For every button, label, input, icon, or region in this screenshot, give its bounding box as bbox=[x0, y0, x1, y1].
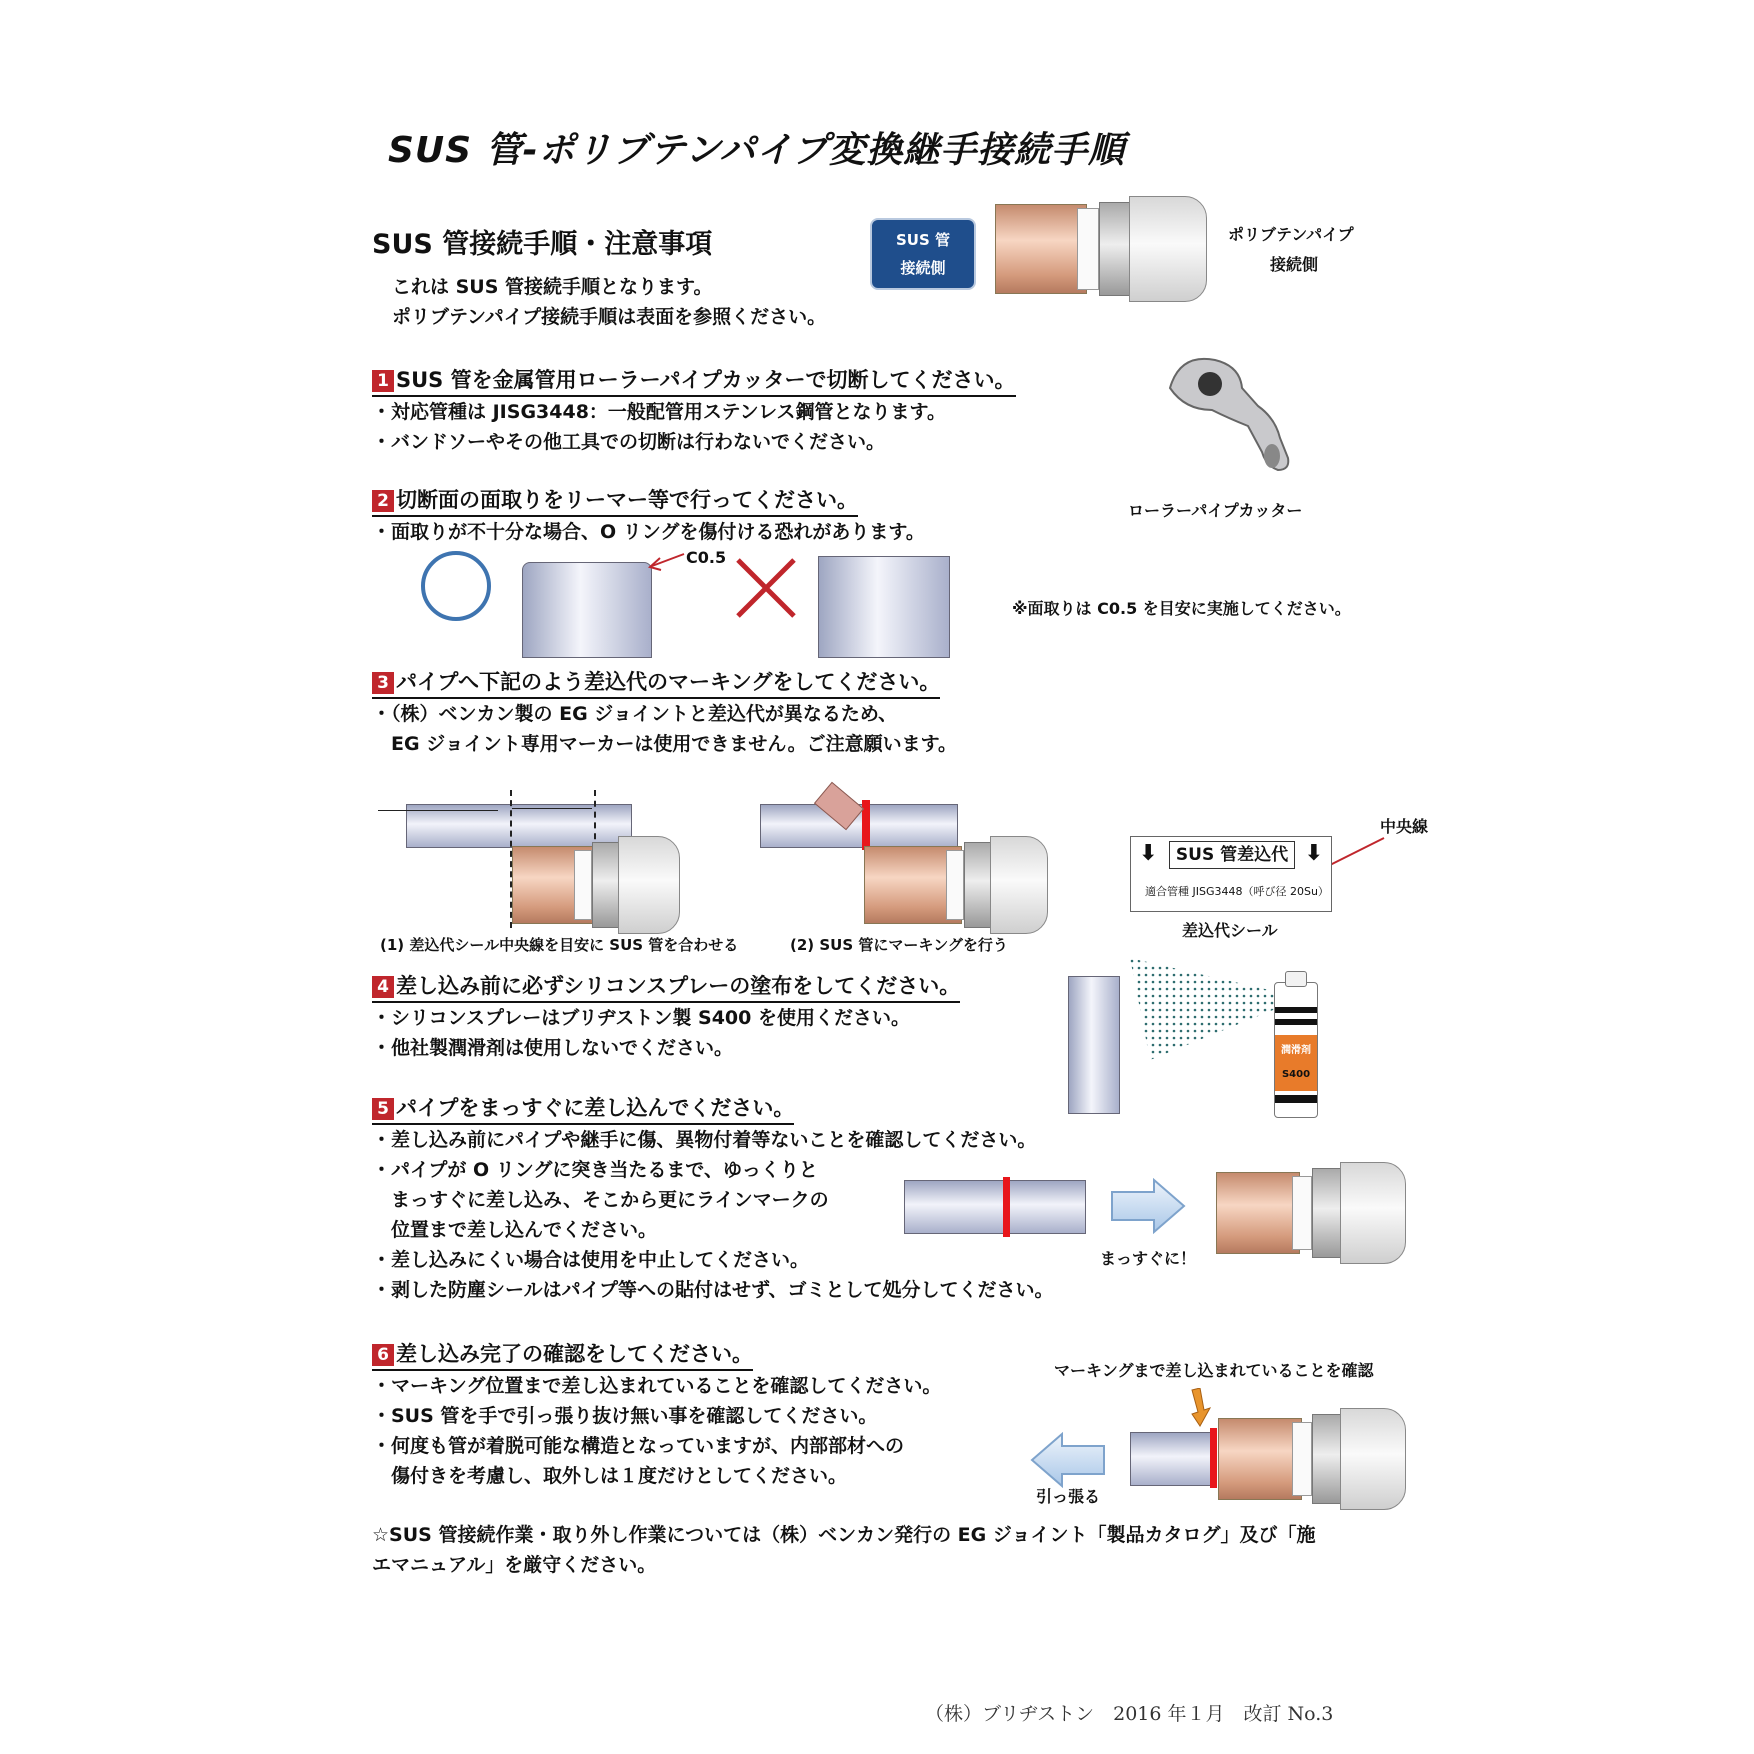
step-number-badge: 4 bbox=[372, 976, 394, 998]
pipe-cutter-image bbox=[1150, 348, 1300, 478]
inserted-fitting-image bbox=[1130, 1406, 1406, 1510]
right-arrow-icon bbox=[1110, 1178, 1186, 1234]
step-5-bullet: ・パイプが O リングに突き当たるまで、ゆっくりと bbox=[372, 1159, 818, 1181]
seal-caption: 差込代シール bbox=[1182, 921, 1278, 940]
step-6-bullet: ・SUS 管を手で引っ張り抜け無い事を確認してください。 bbox=[372, 1405, 878, 1427]
spray-mist-icon bbox=[1130, 952, 1280, 1062]
sus-side-badge: SUS 管 接続側 bbox=[870, 218, 976, 290]
pb-side-label-1: ポリブテンパイプ bbox=[1228, 225, 1354, 244]
cutter-label: ローラーパイプカッター bbox=[1128, 501, 1303, 520]
fitting-image bbox=[995, 196, 1207, 300]
down-arrow-icon: ⬇ bbox=[1304, 841, 1323, 866]
footer-revision: （株）ブリヂストン 2016 年１月 改訂 No.3 bbox=[925, 1703, 1334, 1725]
chamfered-pipe-image bbox=[522, 562, 652, 658]
marked-pipe-image bbox=[904, 1180, 1086, 1234]
step-4-bullet: ・他社製潤滑剤は使用しないでください。 bbox=[372, 1037, 734, 1059]
step-6-bullet: 傷付きを考慮し、取外しは１度だけとしてください。 bbox=[372, 1465, 848, 1487]
insertion-seal bbox=[1130, 836, 1332, 912]
step-number-badge: 6 bbox=[372, 1344, 394, 1366]
left-arrow-icon bbox=[1030, 1432, 1106, 1488]
step-1-heading: 1 SUS 管を金属管用ローラーパイプカッターで切断してください。 bbox=[372, 364, 1016, 397]
step-5-bullet: まっすぐに差し込み、そこから更にラインマークの bbox=[372, 1189, 829, 1211]
fitting-image bbox=[1216, 1162, 1406, 1262]
center-line-label: 中央線 bbox=[1380, 817, 1429, 836]
down-arrow-icon: ⬇ bbox=[1139, 841, 1158, 866]
spray-label-2: S400 bbox=[1281, 1069, 1311, 1080]
pull-label: 引っ張る bbox=[1036, 1487, 1101, 1506]
step-3-heading: 3 パイプへ下記のよう差込代のマーキングをしてください。 bbox=[372, 666, 940, 699]
cross-mark-icon bbox=[734, 556, 798, 620]
final-note-line-1: ☆SUS 管接続作業・取り外し作業については（株）ベンカン発行の EG ジョイント「製品カタログ」及び「施 bbox=[372, 1524, 1316, 1546]
seal-title: SUS 管差込代 bbox=[1169, 841, 1295, 869]
silicone-spray-can bbox=[1274, 982, 1318, 1118]
step-number-badge: 1 bbox=[372, 370, 394, 392]
step-number-badge: 3 bbox=[372, 672, 394, 694]
pb-side-label-2: 接続側 bbox=[1270, 255, 1319, 274]
step-1-bullet: ・バンドソーやその他工具での切断は行わないでください。 bbox=[372, 431, 886, 453]
step-3-bullet: ・（株）ベンカン製の EG ジョイントと差込代が異なるため、 bbox=[372, 703, 898, 725]
chamfer-note: ※面取りは C0.5 を目安に実施してください。 bbox=[1012, 599, 1351, 618]
step-5-bullet: ・差し込みにくい場合は使用を中止してください。 bbox=[372, 1249, 810, 1271]
step-number-badge: 2 bbox=[372, 490, 394, 512]
step-6-heading: 6 差し込み完了の確認をしてください。 bbox=[372, 1338, 753, 1371]
chamfer-label: C0.5 bbox=[686, 548, 727, 567]
final-note-line-2: エマニュアル」を厳守ください。 bbox=[372, 1554, 657, 1576]
step-number-badge: 5 bbox=[372, 1098, 394, 1120]
step-4-heading: 4 差し込み前に必ずシリコンスプレーの塗布をしてください。 bbox=[372, 970, 960, 1003]
step-5-bullet: 位置まで差し込んでください。 bbox=[372, 1219, 658, 1241]
step-5-bullet: ・剥した防塵シールはパイプ等への貼付はせず、ゴミとして処分してください。 bbox=[372, 1279, 1054, 1301]
seal-subtitle: 適合管種 JISG3448（呼び径 20Su） bbox=[1145, 885, 1329, 898]
step-5-bullet: ・差し込み前にパイプや継手に傷、異物付着等ないことを確認してください。 bbox=[372, 1129, 1037, 1151]
circle-icon bbox=[416, 550, 496, 630]
marking-caption-1: (1) 差込代シール中央線を目安に SUS 管を合わせる bbox=[380, 936, 739, 954]
unchamfered-pipe-image bbox=[818, 556, 950, 658]
intro-line-2: ポリブテンパイプ接続手順は表面を参照ください。 bbox=[392, 306, 827, 328]
spray-label-1: 潤滑剤 bbox=[1281, 1045, 1311, 1056]
step-4-bullet: ・シリコンスプレーはブリヂストン製 S400 を使用ください。 bbox=[372, 1007, 910, 1029]
leader-arrow-icon bbox=[646, 548, 686, 574]
step-3-bullet: EG ジョイント専用マーカーは使用できません。ご注意願います。 bbox=[372, 733, 958, 755]
page-title: SUS 管-ポリブテンパイプ変換継手接続手順 bbox=[388, 130, 1126, 171]
section-title: SUS 管接続手順・注意事項 bbox=[372, 229, 713, 260]
step-5-heading: 5 パイプをまっすぐに差し込んでください。 bbox=[372, 1092, 794, 1125]
confirm-label: マーキングまで差し込まれていることを確認 bbox=[1054, 1361, 1374, 1380]
straight-label: まっすぐに！ bbox=[1100, 1249, 1197, 1268]
step-6-bullet: ・何度も管が着脱可能な構造となっていますが、内部部材への bbox=[372, 1435, 905, 1457]
step-1-bullet: ・対応管種は JISG3448：一般配管用ステンレス鋼管となります。 bbox=[372, 401, 947, 423]
marking-caption-2: (2) SUS 管にマーキングを行う bbox=[790, 936, 1008, 954]
step-6-bullet: ・マーキング位置まで差し込まれていることを確認してください。 bbox=[372, 1375, 942, 1397]
intro-line-1: これは SUS 管接続手順となります。 bbox=[392, 276, 713, 298]
pipe-image bbox=[1068, 976, 1120, 1114]
step-2-bullet: ・面取りが不十分な場合、O リングを傷付ける恐れがあります。 bbox=[372, 521, 925, 543]
step-2-heading: 2 切断面の面取りをリーマー等で行ってください。 bbox=[372, 484, 858, 517]
marking-figure-1 bbox=[378, 790, 678, 940]
marking-figure-2 bbox=[756, 784, 1046, 940]
